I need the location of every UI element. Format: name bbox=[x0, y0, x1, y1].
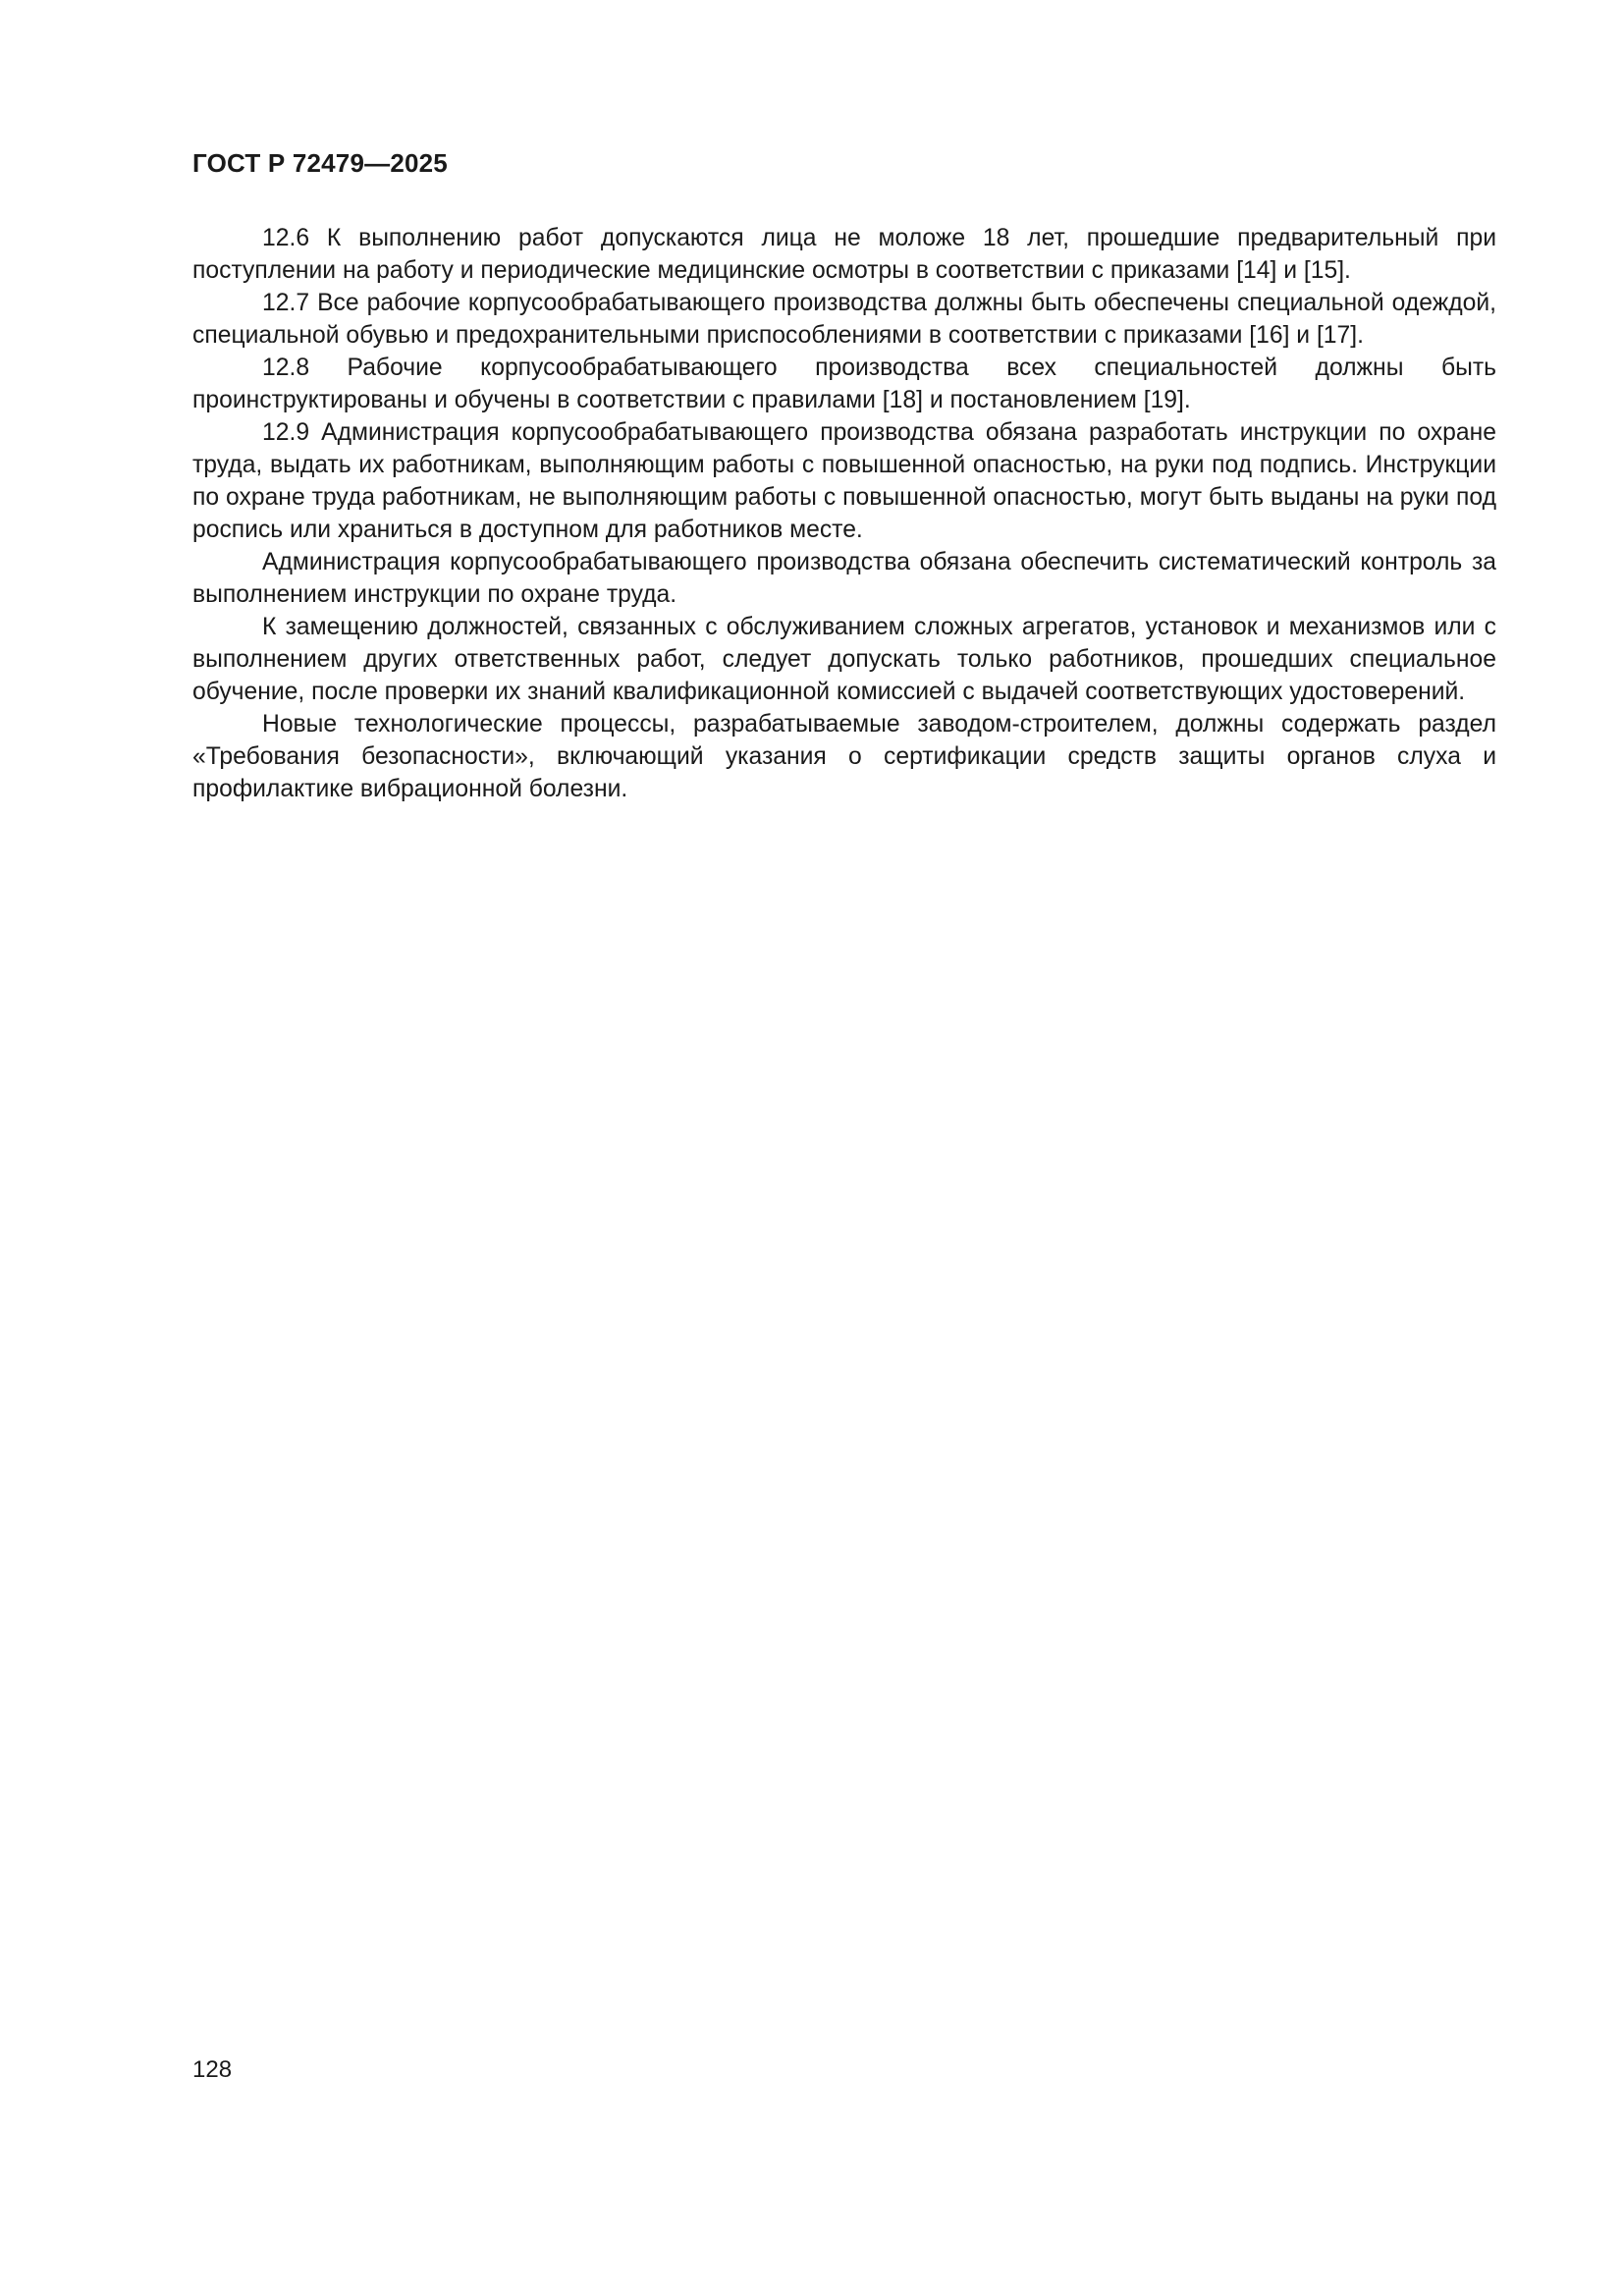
paragraph-position-requirements: К замещению должностей, связанных с обслуживанием сложных агрегатов, установок и механизмов или с выполнением других ответственных работ, следует допускать только работников, прошедших специальное обучение, после проверки их знаний квалификационной комиссией с выдачей соответствующих удостоверений. bbox=[192, 614, 1496, 705]
paragraph-12-9: 12.9 Администрация корпусообрабатывающего производства обязана разработать инструкции по охране труда, выдать их работникам, выполняющим работы с повышенной опасностью, на руки под подпись. Инструкции по охране труда работникам, не выполняющим работы с повышенной опасностью, могут быть выданы на руки под роспись или храниться в доступном для работников месте. bbox=[192, 419, 1496, 543]
paragraph-new-processes: Новые технологические процессы, разрабатываемые заводом-строителем, должны содержать раздел «Требования безопасности», включающий указания о сертификации средств защиты органов слуха и профилактике вибрационной болезни. bbox=[192, 711, 1496, 802]
paragraph-administration-control: Администрация корпусообрабатывающего производства обязана обеспечить систематический контроль за выполнением инструкции по охране труда. bbox=[192, 549, 1496, 608]
document-body bbox=[192, 222, 1496, 805]
paragraph-12-6: 12.6 К выполнению работ допускаются лица не моложе 18 лет, прошедшие предварительный при поступлении на работу и периодические медицинские осмотры в соответствии с приказами [14] и [15]. bbox=[192, 225, 1496, 284]
paragraph-12-7: 12.7 Все рабочие корпусообрабатывающего производства должны быть обеспечены специальной одеждой, специальной обувью и предохранительными приспособлениями в соответствии с приказами [16] и [17]. bbox=[192, 290, 1496, 349]
standard-code-header: ГОСТ Р 72479—2025 bbox=[192, 148, 448, 178]
page-number: 128 bbox=[192, 2056, 233, 2083]
paragraph-12-8: 12.8 Рабочие корпусообрабатывающего производства всех специальностей должны быть проинструктированы и обучены в соответствии с правилами [18] и постановлением [19]. bbox=[192, 355, 1496, 413]
